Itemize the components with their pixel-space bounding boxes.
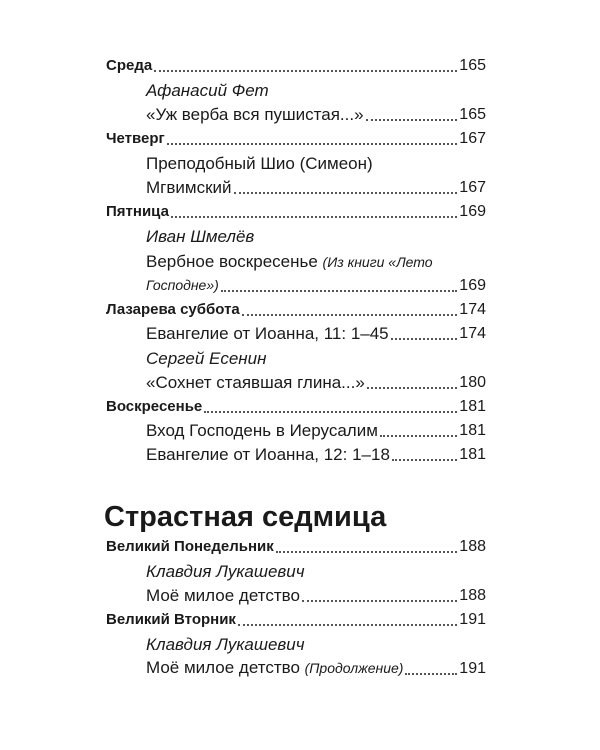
entry-note: (Из книги «Лето bbox=[322, 254, 433, 270]
page-number: 169 bbox=[459, 277, 486, 294]
page-number: 174 bbox=[459, 325, 486, 342]
page-number: 191 bbox=[459, 660, 486, 677]
page-number: 181 bbox=[459, 398, 486, 415]
toc-holy-week-preceding bbox=[106, 54, 486, 467]
page-number: 169 bbox=[459, 203, 486, 220]
dot-leader bbox=[391, 338, 458, 340]
dot-leader bbox=[204, 411, 457, 413]
dot-leader bbox=[154, 70, 457, 72]
dot-leader bbox=[405, 673, 457, 675]
author-name: Клавдия Лукашевич bbox=[146, 562, 305, 581]
dot-leader bbox=[238, 624, 457, 626]
dot-leader bbox=[366, 119, 458, 121]
entry-title: Вход Господень в Иерусалим bbox=[146, 421, 378, 440]
toc-day-lazarus-saturday bbox=[106, 298, 486, 322]
toc-entry-childhood-continued bbox=[106, 657, 486, 681]
entry-title: Евангелие от Иоанна, 11: 1–45 bbox=[146, 324, 389, 343]
page-number: 165 bbox=[459, 106, 486, 123]
toc-entry-fet-poem bbox=[106, 103, 486, 127]
toc-day-wednesday bbox=[106, 54, 486, 78]
day-label: Пятница bbox=[106, 203, 169, 220]
day-label: Воскресенье bbox=[106, 398, 203, 415]
toc-day-holy-tuesday bbox=[106, 608, 486, 632]
dot-leader bbox=[234, 192, 458, 194]
dot-leader bbox=[221, 290, 458, 292]
entry-title: «Сохнет стаявшая глина...» bbox=[146, 373, 365, 392]
author-name: Клавдия Лукашевич bbox=[146, 635, 305, 654]
page-number: 188 bbox=[459, 538, 486, 555]
page-number: 181 bbox=[459, 446, 486, 463]
entry-title-line: Преподобный Шио (Симеон) bbox=[146, 154, 373, 173]
toc-entry-john-11 bbox=[106, 322, 486, 346]
day-label: Лазарева суббота bbox=[106, 301, 240, 318]
page-number: 180 bbox=[459, 374, 486, 391]
toc-passion-week bbox=[106, 535, 486, 681]
author-name: Афанасий Фет bbox=[146, 81, 269, 100]
toc-entry-jerusalem bbox=[106, 419, 486, 443]
page-number: 191 bbox=[459, 611, 486, 628]
entry-title: Мгвимский bbox=[146, 178, 232, 197]
page-number: 167 bbox=[459, 130, 486, 147]
entry-title: Евангелие от Иоанна, 12: 1–18 bbox=[146, 445, 390, 464]
page-number: 181 bbox=[459, 422, 486, 439]
entry-title: Вербное воскресенье bbox=[146, 252, 323, 271]
dot-leader bbox=[242, 314, 458, 316]
toc-entry-esenin-poem bbox=[106, 371, 486, 395]
entry-title: «Уж верба вся пушистая...» bbox=[146, 105, 364, 124]
toc-entry-john-12 bbox=[106, 443, 486, 467]
page-number: 167 bbox=[459, 179, 486, 196]
toc-entry-shmelev bbox=[106, 274, 486, 298]
toc-entry-childhood bbox=[106, 584, 486, 608]
dot-leader bbox=[167, 143, 457, 145]
dot-leader bbox=[171, 216, 457, 218]
author-name: Иван Шмелёв bbox=[146, 227, 255, 246]
section-heading: Страстная седмица bbox=[104, 501, 387, 533]
day-label: Четверг bbox=[106, 130, 165, 147]
author-name: Сергей Есенин bbox=[146, 349, 267, 368]
entry-note: (Продолжение) bbox=[304, 660, 404, 676]
day-label: Великий Понедельник bbox=[106, 538, 274, 555]
day-label: Великий Вторник bbox=[106, 611, 236, 628]
entry-title-line bbox=[106, 249, 486, 274]
toc-day-sunday bbox=[106, 395, 486, 419]
dot-leader bbox=[302, 600, 457, 602]
dot-leader bbox=[380, 435, 457, 437]
entry-title bbox=[146, 655, 403, 681]
toc-day-holy-monday bbox=[106, 535, 486, 559]
page-number: 174 bbox=[459, 301, 486, 318]
entry-title-text: Моё милое детство bbox=[146, 658, 305, 677]
page-number: 165 bbox=[459, 57, 486, 74]
dot-leader bbox=[392, 459, 457, 461]
dot-leader bbox=[367, 387, 457, 389]
dot-leader bbox=[276, 551, 458, 553]
toc-day-thursday bbox=[106, 127, 486, 151]
day-label: Среда bbox=[106, 57, 153, 74]
toc-day-friday bbox=[106, 200, 486, 224]
toc-entry-shio bbox=[106, 176, 486, 200]
entry-title: Моё милое детство bbox=[146, 586, 300, 605]
page-number: 188 bbox=[459, 587, 486, 604]
entry-note: Господне») bbox=[146, 277, 219, 293]
